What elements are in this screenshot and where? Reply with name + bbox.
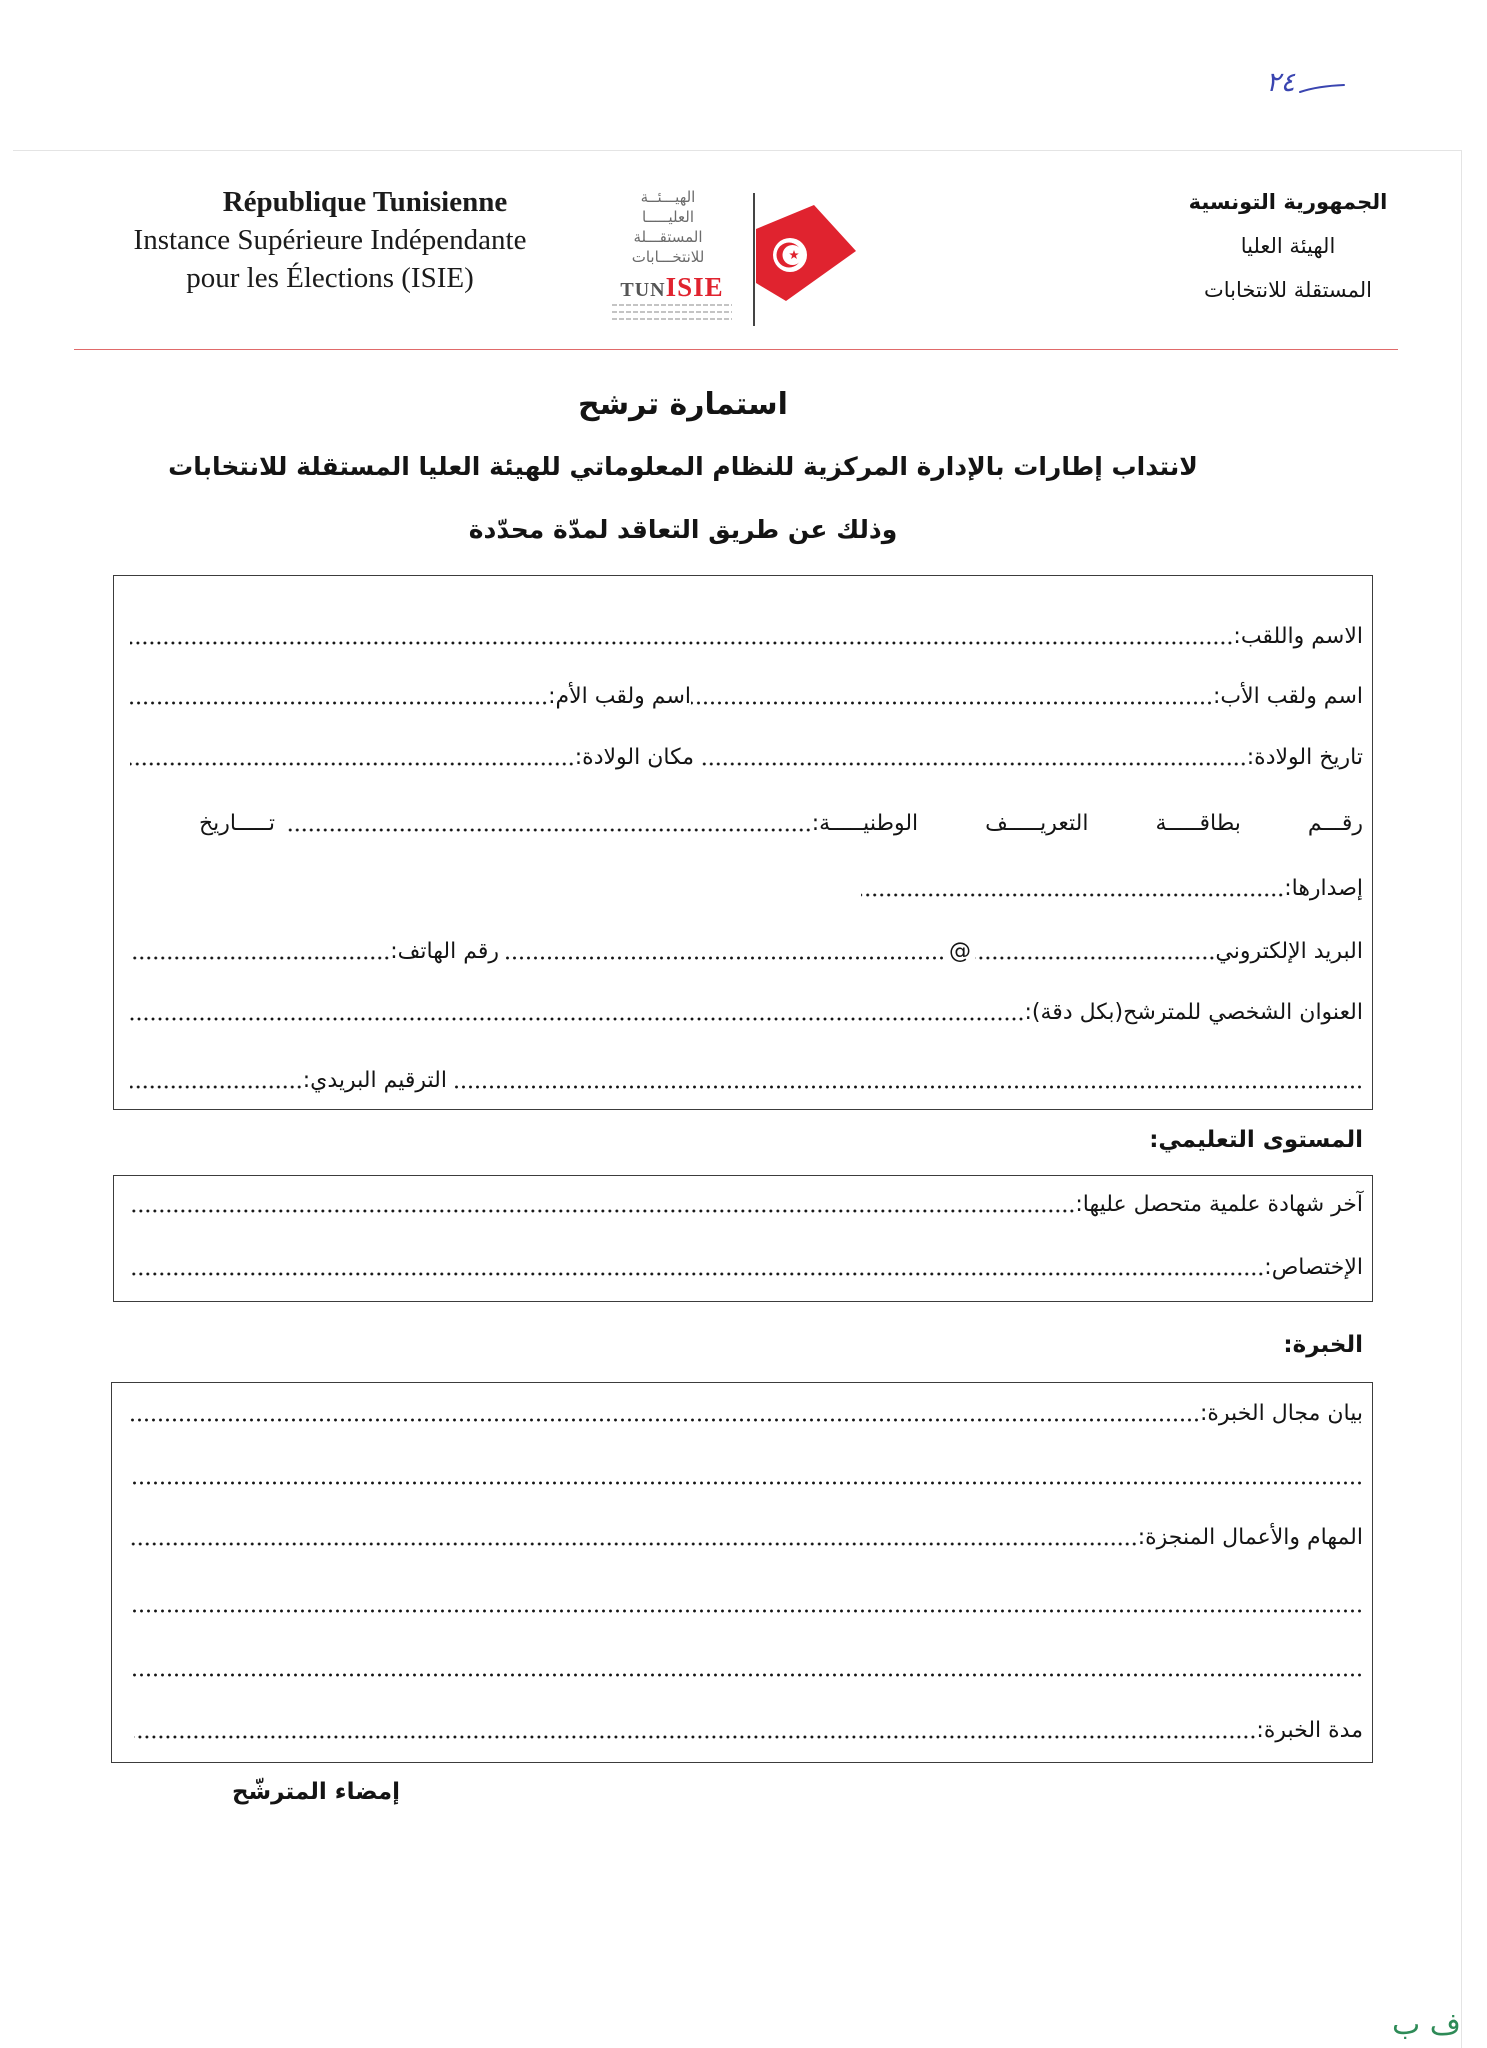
address-cont-segment: [455, 1064, 1363, 1098]
postal-row: [130, 1064, 1363, 1098]
mother-name-dotted-field: [130, 701, 548, 705]
specialty-dotted-field: [130, 1272, 1264, 1276]
tasks-cont-dotted-field: [130, 1673, 1363, 1677]
header-arabic-block: [1130, 180, 1446, 312]
address-row: [130, 996, 1363, 1030]
experience-duration-label: مدة الخبرة:: [1256, 1718, 1363, 1743]
specialty-row: [130, 1251, 1363, 1285]
tasks-row: [130, 1521, 1363, 1555]
postal-code-dotted-field: [130, 1085, 303, 1089]
isie-logo-line: للانتخـــابات: [631, 248, 705, 266]
experience-field-cont-dotted-field: [130, 1481, 1363, 1485]
issue-date-label-start: تـــــاريخ: [198, 811, 275, 836]
birth-date-segment: [700, 741, 1363, 775]
email-domain-dotted-field: [505, 956, 945, 960]
issue-date-segment: [861, 872, 1363, 906]
email-user-segment: [975, 935, 1363, 969]
id-card-label: رقـــم بطاقـــــة التعريـــــف الوطنيـــــة:: [811, 811, 1363, 836]
tasks-cont-dotted-field: [130, 1609, 1363, 1613]
phone-label: رقم الهاتف:: [390, 939, 499, 964]
issue-date-start-segment: [130, 807, 285, 841]
header-french-institution-cont: pour les Élections (ISIE): [186, 262, 474, 294]
experience-field-row: [130, 1397, 1363, 1431]
isie-logo-line: المستقـــلة: [633, 228, 703, 246]
birth-place-dotted-field: [130, 762, 575, 766]
experience-field-cont-row: [130, 1460, 1363, 1494]
father-name-segment: [691, 680, 1363, 714]
header-divider: [74, 349, 1398, 350]
contact-row: [130, 935, 1363, 969]
parents-row: [130, 680, 1363, 714]
id-card-dotted-field: [285, 828, 812, 832]
isie-logo-fine-print-line: [612, 318, 732, 320]
header-arabic-country: الجمهورية التونسية: [1188, 190, 1388, 214]
postal-code-label: الترقيم البريدي:: [302, 1068, 447, 1093]
last-degree-dotted-field: [130, 1209, 1075, 1213]
address-dotted-field: [130, 1017, 1025, 1021]
header-french-institution: Instance Supérieure Indépendante: [133, 224, 527, 256]
father-name-dotted-field: [691, 701, 1213, 705]
birth-date-label: تاريخ الولادة:: [1246, 745, 1363, 770]
address-label: العنوان الشخصي للمترشح(بكل دقة):: [1024, 1000, 1363, 1025]
experience-box: [111, 1382, 1373, 1763]
handwritten-stroke-path: [1300, 85, 1344, 92]
handwritten-initials: ف ب: [1392, 2007, 1461, 2042]
handwritten-stroke: [1298, 80, 1348, 96]
experience-duration-dotted-field: [134, 1735, 1256, 1739]
email-at-sign: @: [949, 939, 971, 964]
isie-logo-arabic-text: [598, 187, 738, 267]
isie-logo-line: العليـــــا: [641, 208, 694, 226]
specialty-label: الإختصاص:: [1264, 1255, 1363, 1280]
last-degree-row: [130, 1188, 1363, 1222]
header-french-country: République Tunisienne: [222, 186, 508, 218]
mother-name-segment: [130, 680, 691, 714]
postal-code-segment: [130, 1064, 455, 1098]
issue-date-row: [130, 872, 1363, 906]
issue-date-dotted-field: [861, 893, 1284, 897]
isie-logo-wordmark-suffix: ISIE: [665, 272, 724, 302]
isie-logo-wordmark: [606, 272, 738, 307]
education-box: [113, 1175, 1373, 1302]
isie-logo-fine-print-line: [612, 304, 732, 306]
full-name-row: [130, 620, 1363, 654]
education-heading: المستوى التعليمي:: [1149, 1127, 1363, 1153]
email-user-dotted-field: [975, 956, 1215, 960]
candidate-signature-label: إمضاء المترشّح: [231, 1779, 400, 1805]
tasks-label: المهام والأعمال المنجزة:: [1137, 1525, 1363, 1550]
issue-date-label-end: إصدارها:: [1284, 876, 1363, 901]
isie-logo-line: الهيـــئــة: [640, 188, 696, 206]
mother-name-label: اسم ولقب الأم:: [548, 684, 691, 709]
tunisia-flag-icon: [740, 185, 870, 335]
tasks-cont-row: [130, 1652, 1363, 1686]
scan-edge-top-line: [13, 150, 1461, 151]
isie-logo-wordmark-prefix: TUN: [620, 279, 666, 301]
experience-heading: الخبرة:: [1283, 1332, 1363, 1358]
email-label: البريد الإلكتروني: [1215, 939, 1363, 964]
address-cont-dotted-field: [455, 1085, 1363, 1089]
email-at-segment: [945, 935, 975, 969]
birth-row: [130, 741, 1363, 775]
phone-dotted-field: [130, 956, 390, 960]
handwritten-page-number: ٢٤: [1266, 67, 1296, 98]
scan-edge-right-line: [1461, 150, 1462, 2048]
personal-info-box: [113, 575, 1373, 1110]
tasks-cont-row: [130, 1588, 1363, 1622]
form-subtitle-cont: وذلك عن طريق التعاقد لمدّة محدّدة: [468, 515, 898, 544]
id-card-segment: [285, 807, 1363, 841]
birth-date-dotted-field: [700, 762, 1247, 766]
tasks-dotted-field: [130, 1542, 1138, 1546]
father-name-label: اسم ولقب الأب:: [1212, 684, 1363, 709]
birth-place-segment: [130, 741, 700, 775]
full-name-dotted-field: [130, 641, 1233, 645]
experience-duration-row: [134, 1714, 1363, 1748]
experience-field-dotted-field: [130, 1418, 1200, 1422]
header-french-block: [70, 183, 590, 297]
last-degree-label: آخر شهادة علمية متحصل عليها:: [1075, 1192, 1363, 1217]
isie-logo-fine-print-line: [612, 311, 732, 313]
birth-place-label: مكان الولادة:: [574, 745, 694, 770]
header-arabic-institution-cont: المستقلة للانتخابات: [1203, 278, 1373, 302]
form-title: استمارة ترشح: [578, 387, 788, 422]
phone-segment: [130, 935, 505, 969]
experience-field-label: بيان مجال الخبرة:: [1199, 1401, 1363, 1426]
full-name-label: الاسم واللقب:: [1233, 624, 1363, 649]
header-arabic-institution: الهيئة العليا: [1240, 234, 1336, 258]
form-subtitle: لانتداب إطارات بالإدارة المركزية للنظام المعلوماتي للهيئة العليا المستقلة للانتخابات: [168, 452, 1198, 481]
id-card-row: [130, 807, 1363, 841]
email-domain-segment: [505, 935, 945, 969]
